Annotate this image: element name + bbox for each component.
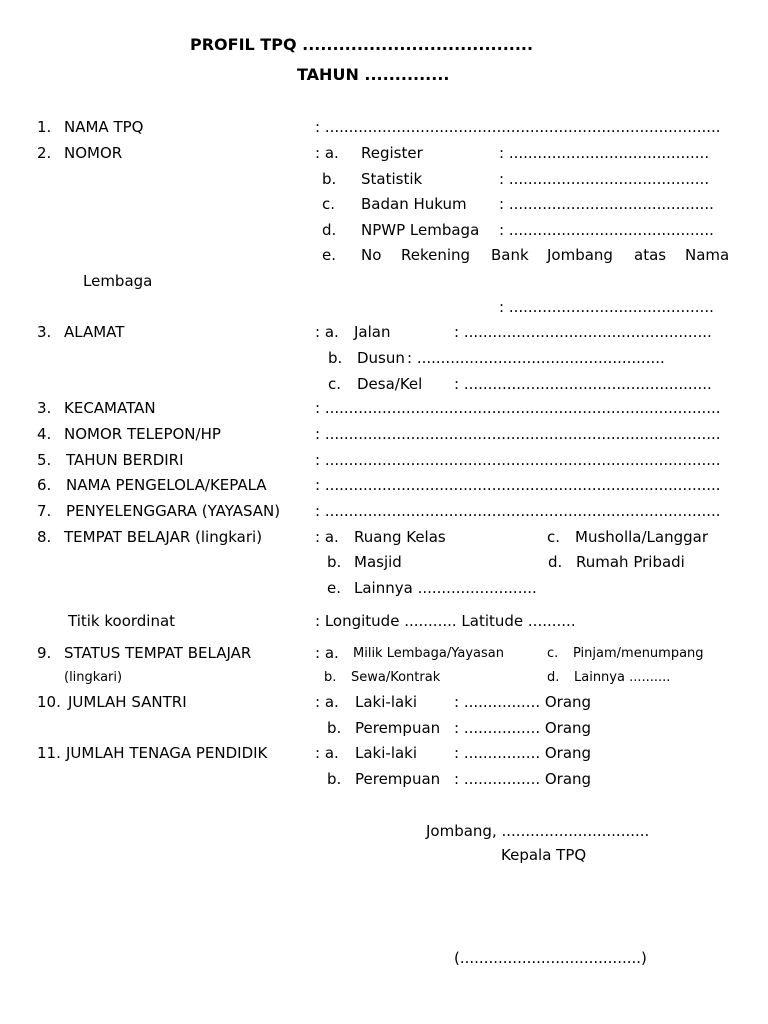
- subfield-value-perempuan: : ................ Orang: [454, 770, 592, 788]
- signature-role: Kepala TPQ: [501, 846, 587, 864]
- option-marker: b.: [328, 349, 343, 367]
- option-marker: c.: [547, 646, 559, 661]
- subfield-value-jalan: : ....................................................: [454, 323, 712, 341]
- option-marker: d.: [322, 221, 337, 239]
- subfield-label-npwp: NPWP Lembaga: [361, 221, 480, 239]
- option-marker: c.: [328, 375, 342, 393]
- field-number: 1.: [37, 118, 52, 136]
- field-value-penyelenggara: : ...................................................................................: [315, 502, 721, 520]
- field-number: 11.: [37, 744, 61, 762]
- subfield-label-jalan: Jalan: [354, 323, 391, 341]
- field-label-nama-tpq: NAMA TPQ: [64, 118, 144, 136]
- field-number: 7.: [37, 502, 52, 520]
- subfield-value-rekening: : ...........................................: [499, 298, 714, 316]
- subfield-label-register: Register: [361, 144, 423, 162]
- option-marker: : a.: [315, 744, 339, 762]
- option-marker: : a.: [315, 693, 339, 711]
- field-value-kecamatan: : ...................................................................................: [315, 399, 721, 417]
- option-lainnya-status: Lainnya ..........: [574, 670, 671, 685]
- subfield-label-laki: Laki-laki: [355, 744, 418, 762]
- field-number: 4.: [37, 425, 52, 443]
- option-masjid: Masjid: [354, 553, 402, 571]
- signature-name-line: (......................................): [454, 949, 647, 967]
- subfield-label-rekening-word: Nama: [685, 246, 730, 264]
- option-marker: : a.: [315, 644, 339, 662]
- subfield-value-badan-hukum: : ...........................................: [499, 195, 714, 213]
- option-marker: b.: [322, 170, 337, 188]
- year-heading: TAHUN ..............: [297, 65, 450, 84]
- subfield-value-statistik: : ..........................................: [499, 170, 710, 188]
- subfield-label-rekening-cont: Lembaga: [83, 272, 153, 290]
- field-label-koordinat: Titik koordinat: [68, 612, 176, 630]
- subfield-label-statistik: Statistik: [361, 170, 423, 188]
- option-ruang-kelas: Ruang Kelas: [354, 528, 446, 546]
- option-marker: b.: [324, 670, 337, 685]
- subfield-label-rekening-word: atas: [634, 246, 667, 264]
- field-label-telepon: NOMOR TELEPON/HP: [64, 425, 221, 443]
- subfield-label-desa: Desa/Kel: [357, 375, 423, 393]
- field-label-alamat: ALAMAT: [64, 323, 125, 341]
- option-marker: c.: [547, 528, 561, 546]
- option-marker: b.: [327, 719, 342, 737]
- subfield-label-rekening-word: Jombang: [547, 246, 613, 264]
- field-label-status: STATUS TEMPAT BELAJAR: [64, 644, 252, 662]
- subfield-value-dusun: : ....................................................: [407, 349, 665, 367]
- field-label-kecamatan: KECAMATAN: [64, 399, 156, 417]
- option-marker: : a.: [315, 528, 339, 546]
- option-milik-lembaga: Milik Lembaga/Yayasan: [353, 646, 504, 661]
- field-number: 2.: [37, 144, 52, 162]
- field-value-nama-tpq: : ...................................................................................: [315, 118, 721, 136]
- field-label-status-hint: (lingkari): [64, 670, 123, 685]
- subfield-label-dusun: Dusun: [357, 349, 405, 367]
- option-marker: e.: [322, 246, 336, 264]
- field-label-tempat-belajar: TEMPAT BELAJAR (lingkari): [64, 528, 263, 546]
- field-value-telepon: : ...................................................................................: [315, 425, 721, 443]
- subfield-label-rekening-word: Rekening: [401, 246, 471, 264]
- option-pinjam: Pinjam/menumpang: [573, 646, 704, 661]
- field-number: 10.: [37, 693, 61, 711]
- subfield-label-perempuan: Perempuan: [355, 770, 441, 788]
- field-number: 3.: [37, 399, 52, 417]
- subfield-value-laki: : ................ Orang: [454, 693, 592, 711]
- field-number: 3.: [37, 323, 52, 341]
- subfield-label-perempuan: Perempuan: [355, 719, 441, 737]
- field-label-penyelenggara: PENYELENGGARA (YAYASAN): [66, 502, 281, 520]
- signature-place-date: Jombang, ...............................: [426, 822, 650, 840]
- option-marker: b.: [327, 770, 342, 788]
- subfield-value-npwp: : ...........................................: [499, 221, 714, 239]
- option-sewa: Sewa/Kontrak: [351, 670, 441, 685]
- option-marker: d.: [547, 670, 560, 685]
- field-label-tenaga: JUMLAH TENAGA PENDIDIK: [66, 744, 268, 762]
- field-number: 6.: [37, 476, 52, 494]
- option-marker: : a.: [315, 323, 339, 341]
- subfield-label-laki: Laki-laki: [355, 693, 418, 711]
- option-lainnya: Lainnya .........................: [354, 579, 537, 597]
- field-label-pengelola: NAMA PENGELOLA/KEPALA: [66, 476, 267, 494]
- option-rumah-pribadi: Rumah Pribadi: [576, 553, 685, 571]
- option-musholla: Musholla/Langgar: [575, 528, 708, 546]
- subfield-value-desa: : ....................................................: [454, 375, 712, 393]
- subfield-label-rekening-word: No: [361, 246, 382, 264]
- field-value-pengelola: : ...................................................................................: [315, 476, 721, 494]
- option-marker: b.: [327, 553, 342, 571]
- field-number: 9.: [37, 644, 52, 662]
- field-number: 5.: [37, 451, 52, 469]
- option-marker: d.: [548, 553, 563, 571]
- subfield-label-badan-hukum: Badan Hukum: [361, 195, 467, 213]
- field-label-santri: JUMLAH SANTRI: [68, 693, 187, 711]
- subfield-value-register: : ..........................................: [499, 144, 710, 162]
- field-label-nomor: NOMOR: [64, 144, 123, 162]
- option-marker: c.: [322, 195, 336, 213]
- subfield-label-rekening-word: Bank: [491, 246, 529, 264]
- subfield-value-perempuan: : ................ Orang: [454, 719, 592, 737]
- subfield-value-laki: : ................ Orang: [454, 744, 592, 762]
- field-number: 8.: [37, 528, 52, 546]
- page-title: PROFIL TPQ ......................................: [190, 35, 534, 54]
- field-value-tahun-berdiri: : ...................................................................................: [315, 451, 721, 469]
- field-value-koordinat: : Longitude ........... Latitude ..........: [315, 612, 576, 630]
- option-marker: : a.: [315, 144, 339, 162]
- field-label-tahun-berdiri: TAHUN BERDIRI: [66, 451, 184, 469]
- option-marker: e.: [327, 579, 341, 597]
